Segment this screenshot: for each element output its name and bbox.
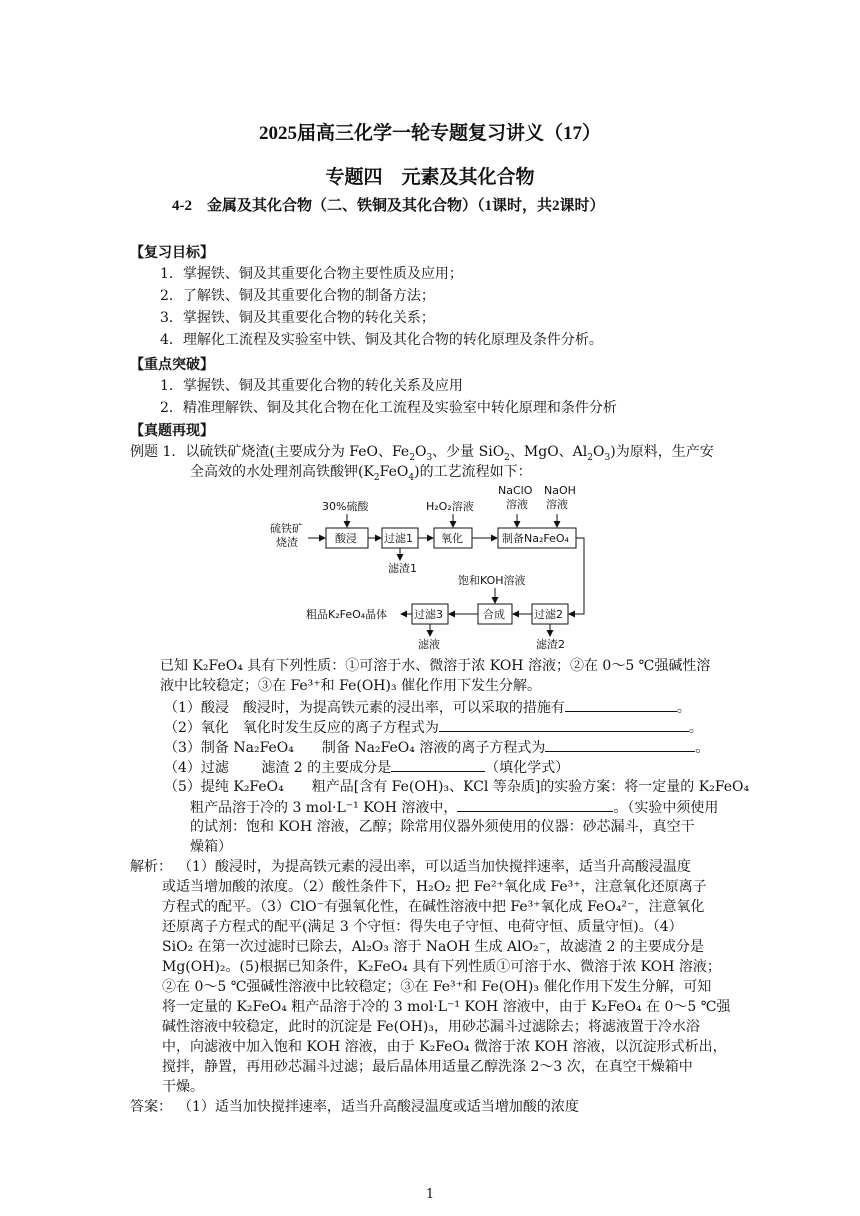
analysis-line: 干燥。	[162, 1079, 204, 1095]
flow-residue1: 滤渣1	[388, 562, 417, 575]
answer-blank	[545, 737, 695, 752]
intro-text: O	[414, 444, 427, 460]
analysis-line: 将一定量的 K₂FeO₄ 粗产品溶于冷的 3 mol·L⁻¹ KOH 溶液中，由于 K₂FeO₄ 在 0～5 ℃强	[162, 999, 731, 1015]
answer-blank	[391, 757, 485, 772]
flow-box-synth: 合成	[483, 608, 505, 621]
intro-text: 、少量 SiO	[432, 444, 505, 460]
question-5: （5）提纯 K₂FeO₄ 粗产品[含有 Fe(OH)₃、KCl 等杂质]的实验方案：将一定量的 K₂FeO₄	[164, 779, 750, 795]
flow-reagent-koh: 饱和KOH溶液	[458, 574, 526, 587]
intro-text: 以硫铁矿烧渣(主要成分为 FeO、Fe	[185, 444, 410, 460]
answer-blank	[439, 717, 689, 732]
focus-heading: 【重点突破】	[130, 357, 214, 373]
page-title: 2025届高三化学一轮专题复习讲义（17）	[258, 123, 601, 144]
goal-item: 2．了解铁、铜及其重要化合物的制备方法；	[160, 288, 435, 304]
analysis-line: ②在 0～5 ℃强碱性溶液中比较稳定；③在 Fe³⁺和 Fe(OH)₃ 催化作用下发生分解，可知	[162, 979, 712, 995]
intro-text: 、MgO、Al	[509, 444, 588, 460]
question-5-line2	[190, 797, 718, 818]
question-1	[164, 697, 691, 718]
question-text: （1）酸浸 酸浸时，为提高铁元素的浸出率，可以采取的措施有	[164, 700, 565, 716]
intro-text: )的工艺流程如下：	[414, 464, 532, 480]
question-3	[164, 737, 709, 758]
analysis-line: Mg(OH)₂。(5)根据已知条件，K₂FeO₄ 具有下列性质①可溶于水、微溶于浓 KOH 溶液；	[162, 959, 721, 975]
flow-box-filter1: 过滤1	[384, 532, 413, 545]
flow-box-ox: 氧化	[441, 532, 463, 545]
goals-heading: 【复习目标】	[130, 245, 214, 261]
flow-reagent-naclo: NaClO	[498, 484, 533, 497]
flow-reagent-naoh: 溶液	[546, 498, 568, 511]
question-text: （填化学式）	[485, 760, 570, 776]
intro-text: O	[593, 444, 605, 460]
focus-item: 1．掌握铁、铜及其重要化合物的转化关系及应用	[160, 378, 463, 394]
subtopic-title: 4-2 金属及其化合物（二、铁铜及其化合物）（1课时，共2课时）	[172, 198, 605, 214]
flow-box-prep: 制备Na₂FeO₄	[502, 532, 569, 545]
question-text: 。	[688, 720, 703, 736]
question-text: （3）制备 Na₂FeO₄ 制备 Na₂FeO₄ 溶液的离子方程式为	[164, 740, 546, 756]
answer-blank	[457, 797, 613, 812]
example-intro-line2: 全高效的水处理剂高铁酸钾$(K_2FeO_4)$的工艺流程如下：	[190, 464, 532, 483]
question-text: 。	[676, 700, 691, 716]
question-text: 粗产品溶于冷的 3 mol·L⁻¹ KOH 溶液中，	[190, 800, 458, 816]
flow-reagent-naclo: 溶液	[506, 498, 528, 511]
flow-filtrate: 滤液	[418, 638, 440, 651]
goal-item: 4．理解化工流程及实验室中铁、铜及其化合物的转化原理及条件分析。	[160, 332, 603, 348]
flow-residue2: 滤渣2	[536, 638, 565, 651]
flow-raw: 烧渣	[276, 536, 298, 549]
known-line: 液中比较稳定；③在 Fe³⁺和 Fe(OH)₃ 催化作用下发生分解。	[160, 678, 542, 694]
goal-item: 1．掌握铁、铜及其重要化合物主要性质及应用；	[160, 266, 463, 282]
flow-box-filter3: 过滤3	[414, 608, 443, 621]
analysis-line: （1）酸浸时，为提高铁元素的浸出率，可以适当加快搅拌速率，适当升高酸浸温度	[178, 859, 691, 875]
intro-text: FeO	[379, 464, 409, 480]
topic-title: 专题四 元素及其化合物	[325, 167, 535, 188]
flow-raw: 硫铁矿	[270, 522, 303, 535]
flow-reagent-naoh: NaOH	[544, 484, 576, 497]
analysis-line: 或适当增加酸的浓度。（2）酸性条件下，H₂O₂ 把 Fe²⁺氧化成 Fe³⁺，注意氧化还原离子	[162, 879, 707, 895]
question-4	[164, 757, 569, 778]
question-text: 。（实验中须使用	[613, 800, 719, 816]
flow-box-filter2: 过滤2	[534, 608, 563, 621]
analysis-label: 解析：	[130, 859, 172, 875]
intro-text: )为原料，生产安	[610, 444, 714, 460]
question-text: （2）氧化 氧化时发生反应的离子方程式为	[164, 720, 439, 736]
answer-text: （1）适当加快搅拌速率，适当升高酸浸温度或适当增加酸的浓度	[178, 1099, 579, 1115]
analysis-line: 方程式的配平。（3）ClO⁻有强氧化性，在碱性溶液中把 Fe³⁺氧化成 FeO₄²⁻，注意氧化	[162, 899, 705, 915]
flow-reagent-h2o2: H₂O₂溶液	[426, 500, 474, 513]
question-5-line4: 燥箱）	[190, 839, 232, 855]
question-text: 。	[695, 740, 710, 756]
process-flow-diagram	[266, 480, 596, 656]
example-intro-line1: 例题 1．以硫铁矿烧渣(主要成分为 FeO、$Fe_2O_3$、少量 SiO$_2$、MgO、$Al_2O_3$)为原料，生产安	[130, 444, 714, 463]
flow-reagent-acid: 30%硫酸	[322, 500, 369, 513]
answer-label: 答案：	[130, 1099, 172, 1115]
goal-item: 3．掌握铁、铜及其重要化合物的转化关系；	[160, 310, 435, 326]
analysis-line: 搅拌，静置，再用砂芯漏斗过滤；最后晶体用适量乙醇洗涤 2～3 次，在真空干燥箱中	[162, 1059, 693, 1075]
answer-blank	[565, 697, 677, 712]
intro-text: 全高效的水处理剂高铁酸钾(K	[190, 464, 374, 480]
analysis-line: 还原离子方程式的配平(满足 3 个守恒：得失电子守恒、电荷守恒、质量守恒)。（4）	[162, 919, 683, 935]
focus-item: 2．精准理解铁、铜及其化合物在化工流程及实验室中转化原理和条件分析	[160, 400, 617, 416]
question-5-line3: 的试剂：饱和 KOH 溶液，乙醇；除常用仪器外须使用的仪器：砂芯漏斗，真空干	[190, 819, 695, 835]
known-line: 已知 K₂FeO₄ 具有下列性质：①可溶于水、微溶于浓 KOH 溶液；②在 0～5 ℃强碱性溶	[160, 658, 711, 674]
analysis-line: SiO₂ 在第一次过滤时已除去，Al₂O₃ 溶于 NaOH 生成 AlO₂⁻，故滤渣 2 的主要成分是	[162, 939, 704, 955]
question-2	[164, 717, 703, 738]
example-label: 例题 1．	[130, 444, 186, 460]
analysis-line: 碱性溶液中较稳定，此时的沉淀是 Fe(OH)₃，用砂芯漏斗过滤除去；将滤液置于冷水浴	[162, 1019, 700, 1035]
real-heading: 【真题再现】	[130, 423, 214, 439]
question-text: （4）过滤 滤渣 2 的主要成分是	[164, 760, 392, 776]
flow-box-acid: 酸浸	[335, 532, 357, 545]
analysis-line: 中，向滤液中加入饱和 KOH 溶液，由于 K₂FeO₄ 微溶于浓 KOH 溶液，以沉淀形式析出，	[162, 1039, 727, 1055]
flow-product: 粗品K₂FeO₄晶体	[306, 608, 388, 621]
page-number: 1	[425, 1187, 435, 1202]
